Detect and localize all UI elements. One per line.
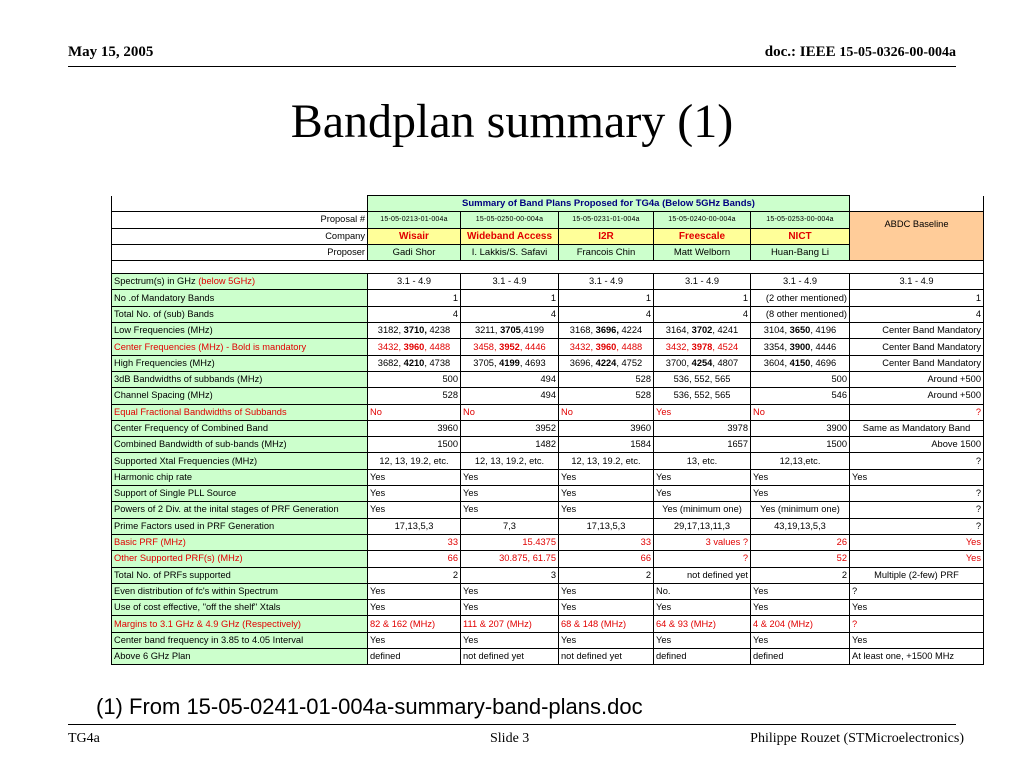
table-cell: Yes	[368, 632, 461, 648]
table-row	[112, 486, 984, 502]
table-cell: Yes	[751, 632, 850, 648]
table-row	[112, 502, 984, 518]
table-cell: 66	[368, 551, 461, 567]
table-cell: 33	[368, 534, 461, 550]
table-cell: Yes	[559, 486, 654, 502]
table-row	[112, 583, 984, 599]
table-cell: Around +500	[850, 388, 984, 404]
row-label: Prime Factors used in PRF Generation	[112, 518, 368, 534]
table-row	[112, 274, 984, 290]
spacer-row	[112, 261, 984, 274]
table-cell: 1	[559, 290, 654, 306]
table-cell: 7,3	[461, 518, 559, 534]
table-cell: Yes	[559, 600, 654, 616]
table-cell: Yes	[461, 469, 559, 485]
table-cell: 3.1 - 4.9	[368, 274, 461, 290]
table-row	[112, 616, 984, 632]
table-cell: 1500	[368, 437, 461, 453]
table-cell: Yes	[461, 583, 559, 599]
row-label: Total No. of PRFs supported	[112, 567, 368, 583]
company-name: Wisair	[368, 228, 461, 244]
table-cell: 30.875, 61.75	[461, 551, 559, 567]
row-label: Even distribution of fc's within Spectrum	[112, 583, 368, 599]
table-cell: 3432, 3978, 4524	[654, 339, 751, 355]
table-cell: Yes	[559, 469, 654, 485]
company-name: Freescale	[654, 228, 751, 244]
table-cell: (2 other mentioned)	[751, 290, 850, 306]
proposal-number: 15-05-0253-00-004a	[751, 212, 850, 228]
table-cell: 111 & 207 (MHz)	[461, 616, 559, 632]
table-cell: 528	[559, 371, 654, 387]
table-cell: 17,13,5,3	[559, 518, 654, 534]
table-row	[112, 420, 984, 436]
row-label: Supported Xtal Frequencies (MHz)	[112, 453, 368, 469]
table-row	[112, 534, 984, 550]
table-cell: Yes	[850, 534, 984, 550]
table-cell: (8 other mentioned)	[751, 306, 850, 322]
table-cell: Yes	[654, 404, 751, 420]
table-cell: Yes	[368, 469, 461, 485]
table-cell: 3978	[654, 420, 751, 436]
table-cell: Yes (minimum one)	[654, 502, 751, 518]
row-label: Combined Bandwidth of sub-bands (MHz)	[112, 437, 368, 453]
table-cell: No	[368, 404, 461, 420]
table-cell: Yes	[461, 600, 559, 616]
table-cell: 3.1 - 4.9	[654, 274, 751, 290]
table-cell: ?	[850, 453, 984, 469]
table-row	[112, 355, 984, 371]
row-label: Equal Fractional Bandwidths of Subbands	[112, 404, 368, 420]
table-cell: Yes	[850, 632, 984, 648]
table-cell: Yes	[368, 600, 461, 616]
table-cell: ?	[850, 502, 984, 518]
table-cell: 3900	[751, 420, 850, 436]
table-row	[112, 371, 984, 387]
table-cell: 64 & 93 (MHz)	[654, 616, 751, 632]
table-cell: ?	[850, 404, 984, 420]
table-cell: 3	[461, 567, 559, 583]
table-cell: ?	[850, 583, 984, 599]
table-cell: 4	[461, 306, 559, 322]
table-cell: 528	[368, 388, 461, 404]
table-cell: Yes	[368, 486, 461, 502]
table-cell: 4 & 204 (MHz)	[751, 616, 850, 632]
row-label: Other Supported PRF(s) (MHz)	[112, 551, 368, 567]
table-cell: 3432, 3960, 4488	[559, 339, 654, 355]
table-cell: not defined yet	[654, 567, 751, 583]
table-cell: Yes	[559, 632, 654, 648]
header-doc-number: 15-05-0326-00-004a	[839, 45, 956, 60]
table-cell: 1500	[751, 437, 850, 453]
proposer-label: Proposer	[112, 244, 368, 260]
header-date: May 15, 2005	[68, 44, 154, 60]
header-doc-prefix: doc.: IEEE	[764, 44, 836, 60]
table-row	[112, 437, 984, 453]
table-cell: 528	[559, 388, 654, 404]
table-cell: defined	[368, 649, 461, 665]
table-cell: 2	[559, 567, 654, 583]
table-cell: 15.4375	[461, 534, 559, 550]
row-label: 3dB Bandwidths of subbands (MHz)	[112, 371, 368, 387]
table-cell: 3.1 - 4.9	[461, 274, 559, 290]
table-cell: Yes	[850, 551, 984, 567]
table-cell: 4	[559, 306, 654, 322]
table-cell: Yes	[654, 469, 751, 485]
table-row	[112, 567, 984, 583]
table-cell: Yes	[751, 583, 850, 599]
table-cell: 3.1 - 4.9	[850, 274, 984, 290]
table-cell: Yes	[368, 583, 461, 599]
row-label: Use of cost effective, "off the shelf" Xtals	[112, 600, 368, 616]
table-cell: Above 1500	[850, 437, 984, 453]
table-cell: 3700, 4254, 4807	[654, 355, 751, 371]
table-row	[112, 388, 984, 404]
table-cell: Yes	[368, 502, 461, 518]
table-cell: 13, etc.	[654, 453, 751, 469]
row-label: Support of Single PLL Source	[112, 486, 368, 502]
footer-rule	[68, 724, 956, 725]
proposal-number: 15-05-0240-00-004a	[654, 212, 751, 228]
table-cell: 3.1 - 4.9	[559, 274, 654, 290]
proposer-name: Huan-Bang Li	[751, 244, 850, 260]
row-label: Low Frequencies (MHz)	[112, 323, 368, 339]
table-cell: 536, 552, 565	[654, 388, 751, 404]
table-cell: ?	[850, 486, 984, 502]
abdc-baseline-header: ABDC Baseline	[850, 212, 984, 261]
table-cell: Yes	[461, 502, 559, 518]
table-cell: 494	[461, 388, 559, 404]
proposer-name: Francois Chin	[559, 244, 654, 260]
table-cell: defined	[751, 649, 850, 665]
table-cell: defined	[654, 649, 751, 665]
row-label: Basic PRF (MHz)	[112, 534, 368, 550]
slide-number: Slide 3	[490, 731, 530, 746]
summary-title: Summary of Band Plans Proposed for TG4a (Below 5GHz Bands)	[368, 196, 850, 212]
proposal-row	[112, 212, 984, 228]
table-cell: 26	[751, 534, 850, 550]
table-row	[112, 323, 984, 339]
table-cell: 3705, 4199, 4693	[461, 355, 559, 371]
table-cell: 3164, 3702, 4241	[654, 323, 751, 339]
table-row	[112, 339, 984, 355]
table-cell: 1	[461, 290, 559, 306]
table-cell: 3354, 3900, 4446	[751, 339, 850, 355]
table-cell: Yes	[461, 632, 559, 648]
table-row	[112, 518, 984, 534]
table-cell: 2	[751, 567, 850, 583]
row-label: High Frequencies (MHz)	[112, 355, 368, 371]
table-cell: ?	[850, 518, 984, 534]
table-cell: Same as Mandatory Band	[850, 420, 984, 436]
table-cell: Yes	[461, 486, 559, 502]
row-label: Channel Spacing (MHz)	[112, 388, 368, 404]
company-name: NICT	[751, 228, 850, 244]
summary-title-row	[112, 196, 984, 212]
proposal-number: 15-05-0231-01-004a	[559, 212, 654, 228]
footer-left: TG4a	[68, 731, 100, 746]
bandplan-table	[111, 195, 984, 665]
row-label: Powers of 2 Div. at the inital stages of PRF Generation	[112, 502, 368, 518]
row-label: Center Frequency of Combined Band	[112, 420, 368, 436]
table-cell: 3104, 3650, 4196	[751, 323, 850, 339]
table-row	[112, 453, 984, 469]
table-cell: 4	[368, 306, 461, 322]
table-cell: 1	[654, 290, 751, 306]
table-cell: 52	[751, 551, 850, 567]
table-cell: ?	[654, 551, 751, 567]
table-cell: 3 values ?	[654, 534, 751, 550]
table-cell: 1657	[654, 437, 751, 453]
table-cell: Yes	[751, 600, 850, 616]
footnote: (1) From 15-05-0241-01-004a-summary-band-plans.doc	[96, 694, 643, 719]
table-cell: 3682, 4210, 4738	[368, 355, 461, 371]
table-cell: 68 & 148 (MHz)	[559, 616, 654, 632]
table-row	[112, 632, 984, 648]
table-cell: 546	[751, 388, 850, 404]
table-row	[112, 404, 984, 420]
table-cell: 1482	[461, 437, 559, 453]
table-cell: Yes (minimum one)	[751, 502, 850, 518]
table-cell: 4	[850, 306, 984, 322]
table-row	[112, 551, 984, 567]
table-cell: 43,19,13,5,3	[751, 518, 850, 534]
company-name: Wideband Access	[461, 228, 559, 244]
table-row	[112, 290, 984, 306]
table-cell: 3696, 4224, 4752	[559, 355, 654, 371]
table-cell: 3960	[559, 420, 654, 436]
table-cell: Yes	[559, 502, 654, 518]
table-cell: Multiple (2-few) PRF	[850, 567, 984, 583]
row-label: Total No. of (sub) Bands	[112, 306, 368, 322]
table-cell: Center Band Mandatory	[850, 339, 984, 355]
table-cell: 82 & 162 (MHz)	[368, 616, 461, 632]
table-row	[112, 600, 984, 616]
row-label: Harmonic chip rate	[112, 469, 368, 485]
table-cell: 12,13,etc.	[751, 453, 850, 469]
table-cell: Yes	[751, 469, 850, 485]
table-cell: Yes	[654, 486, 751, 502]
table-row	[112, 469, 984, 485]
table-cell: 500	[751, 371, 850, 387]
table-cell: 1	[850, 290, 984, 306]
table-cell: No.	[654, 583, 751, 599]
row-label: Above 6 GHz Plan	[112, 649, 368, 665]
table-cell: 494	[461, 371, 559, 387]
table-cell: 12, 13, 19.2, etc.	[368, 453, 461, 469]
table-cell: At least one, +1500 MHz	[850, 649, 984, 665]
table-cell: 1584	[559, 437, 654, 453]
table-cell: ?	[850, 616, 984, 632]
table-cell: 12, 13, 19.2, etc.	[559, 453, 654, 469]
table-cell: Yes	[850, 600, 984, 616]
table-cell: 500	[368, 371, 461, 387]
table-cell: 3432, 3960, 4488	[368, 339, 461, 355]
proposer-name: Matt Welborn	[654, 244, 751, 260]
table-cell: 3168, 3696, 4224	[559, 323, 654, 339]
table-cell: 3604, 4150, 4696	[751, 355, 850, 371]
company-label: Company	[112, 228, 368, 244]
table-cell: Yes	[751, 486, 850, 502]
table-cell: Yes	[850, 469, 984, 485]
table-cell: 3211, 3705,4199	[461, 323, 559, 339]
table-cell: Center Band Mandatory	[850, 323, 984, 339]
table-cell: 3458, 3952, 4446	[461, 339, 559, 355]
row-label: Center band frequency in 3.85 to 4.05 Interval	[112, 632, 368, 648]
table-cell: Yes	[654, 632, 751, 648]
row-label: No .of Mandatory Bands	[112, 290, 368, 306]
table-cell: 3182, 3710, 4238	[368, 323, 461, 339]
table-cell: No	[559, 404, 654, 420]
table-cell: No	[751, 404, 850, 420]
table-cell: 3.1 - 4.9	[751, 274, 850, 290]
table-cell: 3952	[461, 420, 559, 436]
table-cell: No	[461, 404, 559, 420]
table-cell: not defined yet	[461, 649, 559, 665]
slide-title: Bandplan summary (1)	[290, 95, 734, 148]
proposal-label: Proposal #	[112, 212, 368, 228]
row-label: Spectrum(s) in GHz (below 5GHz)	[112, 274, 368, 290]
table-cell: 1	[368, 290, 461, 306]
table-cell: 3960	[368, 420, 461, 436]
table-cell: 2	[368, 567, 461, 583]
header-doc-id	[765, 44, 956, 61]
table-cell: 536, 552, 565	[654, 371, 751, 387]
table-cell: 33	[559, 534, 654, 550]
proposal-number: 15-05-0213-01-004a	[368, 212, 461, 228]
table-cell: 17,13,5,3	[368, 518, 461, 534]
footer-author: Philippe Rouzet (STMicroelectronics)	[750, 731, 964, 746]
table-cell: Center Band Mandatory	[850, 355, 984, 371]
table-row	[112, 649, 984, 665]
header-rule	[68, 66, 956, 67]
table-cell: Yes	[654, 600, 751, 616]
table-cell: Yes	[559, 583, 654, 599]
table-row	[112, 306, 984, 322]
proposal-number: 15-05-0250-00-004a	[461, 212, 559, 228]
table-cell: 29,17,13,11,3	[654, 518, 751, 534]
table-cell: 4	[654, 306, 751, 322]
table-cell: 66	[559, 551, 654, 567]
proposer-name: I. Lakkis/S. Safavi	[461, 244, 559, 260]
table-cell: 12, 13, 19.2, etc.	[461, 453, 559, 469]
proposer-name: Gadi Shor	[368, 244, 461, 260]
table-cell: Around +500	[850, 371, 984, 387]
row-label: Margins to 3.1 GHz & 4.9 GHz (Respectively)	[112, 616, 368, 632]
row-label: Center Frequencies (MHz) - Bold is mandatory	[112, 339, 368, 355]
table-cell: not defined yet	[559, 649, 654, 665]
company-name: I2R	[559, 228, 654, 244]
